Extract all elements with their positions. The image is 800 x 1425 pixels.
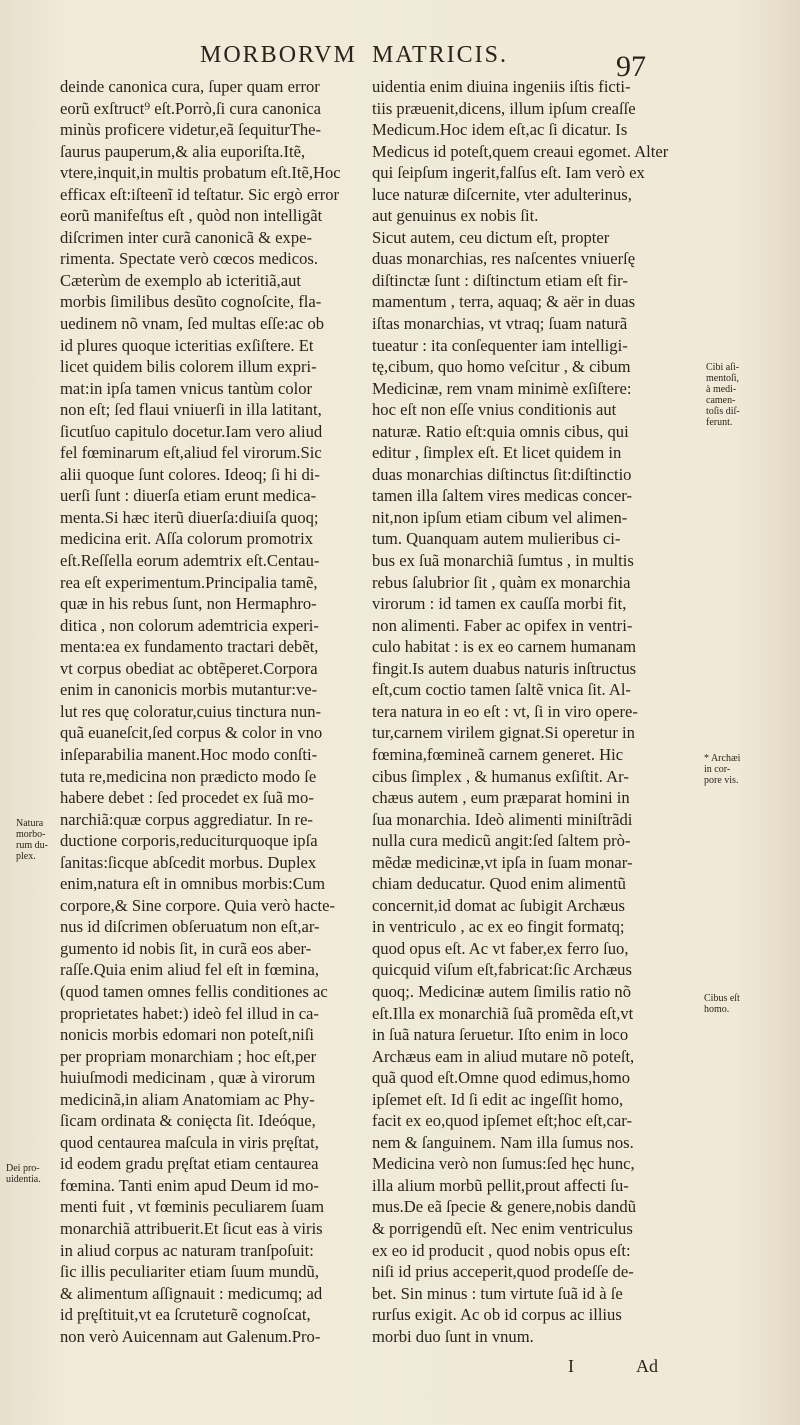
text-line: & alimentum aſſignauit : medicumq; ad [60, 1283, 323, 1303]
text-line: nit,non ipſum etiam cibum vel alimen- [372, 507, 628, 527]
text-line: fœmina. Tanti enim apud Deum id mo- [60, 1175, 319, 1195]
text-line: concernit,id domat ac ſubigit Archæus [372, 895, 625, 915]
text-line: mẽdæ medicinæ,vt ipſa in ſuam monar- [372, 852, 633, 872]
text-line: lut res quę coloratur,cuius tinctura nun- [60, 701, 322, 721]
text-line: uerſi ſunt : diuerſa etiam erunt medica- [60, 486, 317, 506]
text-line: qui ſeipſum ingerit,falſus eſt. Iam verò ex [372, 163, 645, 183]
text-line: quicquid viſum eſt,fabricat:ſic Archæus [372, 960, 632, 980]
margin-note-line: toſis diſ- [706, 406, 740, 417]
text-line: Medicus id poteſt,quem creaui egomet. Alter [372, 141, 669, 161]
text-line: narchiã:quæ corpus aggrediatur. In re- [60, 809, 313, 829]
margin-note-line: Natura [16, 818, 44, 829]
text-line: rebus ſalubrior ſit , quàm ex monarchia [372, 572, 631, 592]
margin-note-dei-providentia [6, 1163, 41, 1185]
text-line: Medicinæ, rem vnam minimè exſiſtere: [372, 378, 632, 398]
margin-note-archaei [704, 753, 740, 786]
margin-note-line: rum du- [16, 840, 48, 851]
text-line: mat:in ipſa tamen vnicus tantùm color [60, 378, 313, 398]
text-line: ſic illis peculiariter etiam ſuum mundũ, [60, 1262, 319, 1282]
text-line: eſt.Illa ex monarchiã ſuã promẽda eſt,vt [372, 1003, 634, 1023]
text-line: tamen illa ſaltem vires medicas concer- [372, 486, 632, 506]
right-text-column [372, 76, 680, 1347]
margin-note-line: camen- [706, 395, 736, 406]
text-line: corpore,& Sine corpore. Quia verò hacte- [60, 895, 336, 915]
running-head-right: MATRICIS. [372, 42, 509, 68]
text-line: mus.De eã ſpecie & genere,nobis dandũ [372, 1197, 637, 1217]
text-line: naturæ. Ratio eſt:quia omnis cibus, qui [372, 421, 629, 441]
text-line: huiuſmodi medicinam , quæ à virorum [60, 1068, 316, 1088]
text-line: habere debet : ſed procedet ex ſuã mo- [60, 788, 314, 808]
text-line: culo habitat : is ex eo carnem humanam [372, 637, 637, 657]
text-line: fel fœminarum eſt,aliud fel virorum.Sic [60, 443, 322, 463]
text-line: ex eo id producit , quod nobis opus eſt: [372, 1240, 631, 1260]
text-line: editur , ſimplex eſt. Et licet quidem in [372, 443, 622, 463]
text-line: hoc eſt non eſſe vnius conditionis aut [372, 400, 617, 420]
text-line: quæ in his rebus ſunt, non Hermaphro- [60, 594, 317, 614]
margin-note-line: uidentia. [6, 1174, 41, 1185]
text-line: ductione corporis,reduciturquoque ipſa [60, 831, 318, 851]
margin-note-line: Cibus eſt [704, 993, 740, 1004]
margin-note-line: morbo- [16, 829, 46, 840]
running-head [0, 38, 800, 83]
text-line: in ventriculo , ac ex eo fingit formatq; [372, 917, 625, 937]
text-line: aut genuinus ex nobis ſit. [372, 206, 539, 226]
text-line: bus ex ſuã monarchiã ſumtus , in multis [372, 551, 634, 571]
text-line: quã quod eſt.Omne quod edimus,homo [372, 1068, 631, 1088]
text-line: ſanitas:ſicque abſcedit morbus. Duplex [60, 852, 317, 872]
text-line: Medicum.Hoc idem eſt,ac ſi dicatur. Is [372, 120, 628, 140]
text-line: diſtinctæ ſunt : diſtinctum etiam eſt fir- [372, 270, 628, 290]
margin-note-line: Dei pro- [6, 1163, 40, 1174]
text-line: menti fuit , vt fœminis peculiarem ſuam [60, 1197, 325, 1217]
text-line: nulla cura medicũ angit:ſed ſaltem prò- [372, 831, 631, 851]
text-line: ipſemet eſt. Id ſi edit ac ingeſſit homo, [372, 1089, 624, 1109]
text-line: menta:ea ex fundamento tractari debẽt, [60, 637, 319, 657]
text-line: in ſuã natura ſeruetur. Iſto enim in loco [372, 1025, 629, 1045]
text-line: duas monarchias, res naſcentes vniuerſę [372, 249, 636, 269]
text-line: id plures quoque icteritias exſiſtere. Et [60, 335, 314, 355]
margin-note-line: homo. [704, 1004, 730, 1015]
left-text-column [60, 76, 360, 1347]
text-line: enim in canonicis morbis mutantur:ve- [60, 680, 318, 700]
text-line: (quod tamen omnes fellis conditiones ac [60, 981, 328, 1001]
text-line: duas monarchias diſtinctus ſit:diſtinctio [372, 464, 632, 484]
text-line: nus id diſcrimen obſeruatum non eſt,ar- [60, 917, 320, 937]
text-line: quã euaneſcit,ſed corpus & color in vno [60, 723, 323, 743]
text-line: Sicut autem, ceu dictum eſt, propter [372, 227, 610, 247]
text-line: fingit.Is autem duabus naturis inſtructus [372, 658, 637, 678]
text-line: luce naturæ diſcernite, vter adulterinus, [372, 184, 632, 204]
text-line: chæus autem , eum præparat homini in [372, 788, 630, 808]
text-line: alii quoque ſunt colores. Ideoq; ſi hi di- [60, 464, 320, 484]
text-line: chiam deducatur. Quod enim alimentũ [372, 874, 626, 894]
catchword: Ad [636, 1356, 658, 1376]
text-line: proprietates habet:) ideò fel illud in ca- [60, 1003, 319, 1023]
text-line: inſeparabilia manent.Hoc modo conſti- [60, 744, 318, 764]
margin-note-natura [16, 818, 48, 862]
text-line: id pręſtituit,vt ea ſcruteturẽ cognoſcat, [60, 1305, 311, 1325]
running-head-left: MORBORVM [200, 42, 357, 68]
text-line: ſicutſuo capitulo docetur.Iam vero aliud [60, 421, 323, 441]
text-line: Archæus eam in aliud mutare nõ poteſt, [372, 1046, 635, 1066]
text-line: vtere,inquit,in multis probatum eſt.Itẽ,Hoc [60, 163, 341, 183]
text-line: rea eſt experimentum.Principalia tamẽ, [60, 572, 318, 592]
text-line: tiis præuenit,dicens, illum ipſum creaſſe [372, 98, 636, 118]
text-line: tueatur : ita conſequenter iam intelligi- [372, 335, 628, 355]
text-line: ſaurus pauperum,& alia euporiſta.Itẽ, [60, 141, 306, 161]
margin-note-line: plex. [16, 851, 36, 862]
text-line: enim,natura eſt in omnibus morbis:Cum [60, 874, 326, 894]
margin-note-line: pore vis. [704, 775, 739, 786]
text-line: non alimenti. Faber ac opifex in ventri- [372, 615, 633, 635]
text-line: niſi id prius acceperit,quod prodeſſe de- [372, 1262, 634, 1282]
text-line: deinde canonica cura, ſuper quam error [60, 77, 320, 96]
text-line: per propriam monarchiam ; hoc eſt,per [60, 1046, 317, 1066]
text-line: minùs proficere videtur,eã ſequiturThe- [60, 120, 322, 140]
text-line: monarchiã attribuerit.Et ſicut eas à viris [60, 1218, 323, 1238]
text-line: raſſe.Quia enim aliud fel eſt in fœmina, [60, 960, 319, 980]
margin-note-cibi [706, 362, 740, 428]
page-number: 97 [616, 50, 646, 83]
text-line: quod centaurea maſcula in viris pręſtat, [60, 1132, 319, 1152]
text-line: fœmina,fœmineã carnem generet. Hic [372, 744, 624, 764]
margin-note-line: mentoſi, [706, 373, 740, 384]
margin-note-cibus [704, 993, 740, 1015]
text-line: gumento id nobis ſit, in curã eos aber- [60, 938, 312, 958]
text-line: ſua monarchia. Ideò alimenti miniſtrãdi [372, 809, 633, 829]
text-line: eorũ manifeſtus eſt , quòd non intelligãt [60, 206, 323, 226]
text-line: medicina erit. Aſſa colorum promotrix [60, 529, 313, 549]
text-line: non verò Auicennam aut Galenum.Pro- [60, 1326, 321, 1346]
margin-note-line: Cibi aſi- [706, 362, 740, 373]
text-line: morbis ſimilibus desũto cognoſcite, fla- [60, 292, 322, 312]
text-line: bet. Sin minus : tum virtute ſuã id à ſe [372, 1283, 623, 1303]
text-line: in aliud corpus ac naturam tranſpoſuit: [60, 1240, 314, 1260]
text-line: nonicis morbis edomari non poteſt,niſi [60, 1025, 314, 1045]
text-line: diſcrimen inter curã canonicã & expe- [60, 227, 313, 247]
margin-note-line: * Archæi [704, 753, 741, 764]
text-line: tur,carnem virilem gignat.Si operetur in [372, 723, 635, 743]
text-line: id eodem gradu pręſtat etiam centaurea [60, 1154, 319, 1174]
text-line: ditica , non colorum ademtricia experi- [60, 615, 319, 635]
signature-mark: I [568, 1356, 574, 1376]
margin-note-line: ferunt. [706, 417, 733, 428]
text-line: tuta re,medicina non prædicto modo ſe [60, 766, 317, 786]
margin-note-line: in cor- [704, 764, 731, 775]
text-line: facit ex eo,quod ipſemet eſt;hoc eſt,car- [372, 1111, 632, 1131]
text-line: uidentia enim diuina ingeniis iſtis ficti- [372, 77, 631, 96]
text-line: tum. Quanquam autem mulieribus ci- [372, 529, 621, 549]
text-line: rimenta. Spectate verò cœcos medicos. [60, 249, 319, 269]
text-line: eſt,cum coctio tamen ſaltẽ vnica ſit. Al- [372, 680, 631, 700]
text-line: illa alium morbũ pellit,prout affecti ſu- [372, 1175, 629, 1195]
margin-note-line: à medi- [706, 384, 737, 395]
text-line: licet quidem bilis colorem illum expri- [60, 357, 317, 377]
text-line: vt corpus obediat ac obtẽperet.Corpora [60, 658, 318, 678]
text-line: quod opus eſt. Ac vt faber,ex ferro ſuo, [372, 938, 629, 958]
text-line: non eſt; ſed flaui vniuerſi in illa latitant, [60, 400, 322, 420]
text-line: Medicina verò non ſumus:ſed hęc hunc, [372, 1154, 635, 1174]
text-line: iſtas monarchias, vt vtraq; ſuam naturã [372, 314, 628, 334]
text-line: tera natura in eo eſt : vt, ſi in viro opere- [372, 701, 638, 721]
text-line: quoq;. Medicinæ autem ſimilis ratio nõ [372, 981, 632, 1001]
text-line: ſicam ordinata & conięcta ſit. Ideóque, [60, 1111, 316, 1131]
text-line: mamentum , terra, aquaq; & aër in duas [372, 292, 636, 312]
text-line: uedinem nõ vnam, ſed multas eſſe:ac ob [60, 314, 325, 334]
text-line: menta.Si hæc iterũ diuerſa:diuiſa quoq; [60, 507, 319, 527]
text-line: medicinã,in aliam Anatomiam ac Phy- [60, 1089, 315, 1109]
text-line: Cæterùm de exemplo ab icteritiã,aut [60, 270, 301, 290]
text-line: eſt.Reſſella eorum ademtrix eſt.Centau- [60, 551, 320, 571]
text-line: cibus ſimplex , & humanus exſiſtit. Ar- [372, 766, 629, 786]
text-line: virorum : id tamen ex cauſſa morbi fit, [372, 594, 627, 614]
text-line: & porrigendũ eſt. Nec enim ventriculus [372, 1218, 633, 1238]
text-line: eorũ exſtruct⁹ eſt.Porrò,ſi cura canonica [60, 98, 322, 118]
text-line: efficax eſt:iſteenĩ id teſtatur. Sic ergò error [60, 184, 340, 204]
text-line: tę,cibum, quo homo veſcitur , & cibum [372, 357, 631, 377]
text-line: nem & ſanguinem. Nam illa ſumus nos. [372, 1132, 634, 1152]
text-line: morbi duo ſunt in vnum. [372, 1326, 534, 1346]
text-line: rurſus exigit. Ac ob id corpus ac illius [372, 1305, 622, 1325]
